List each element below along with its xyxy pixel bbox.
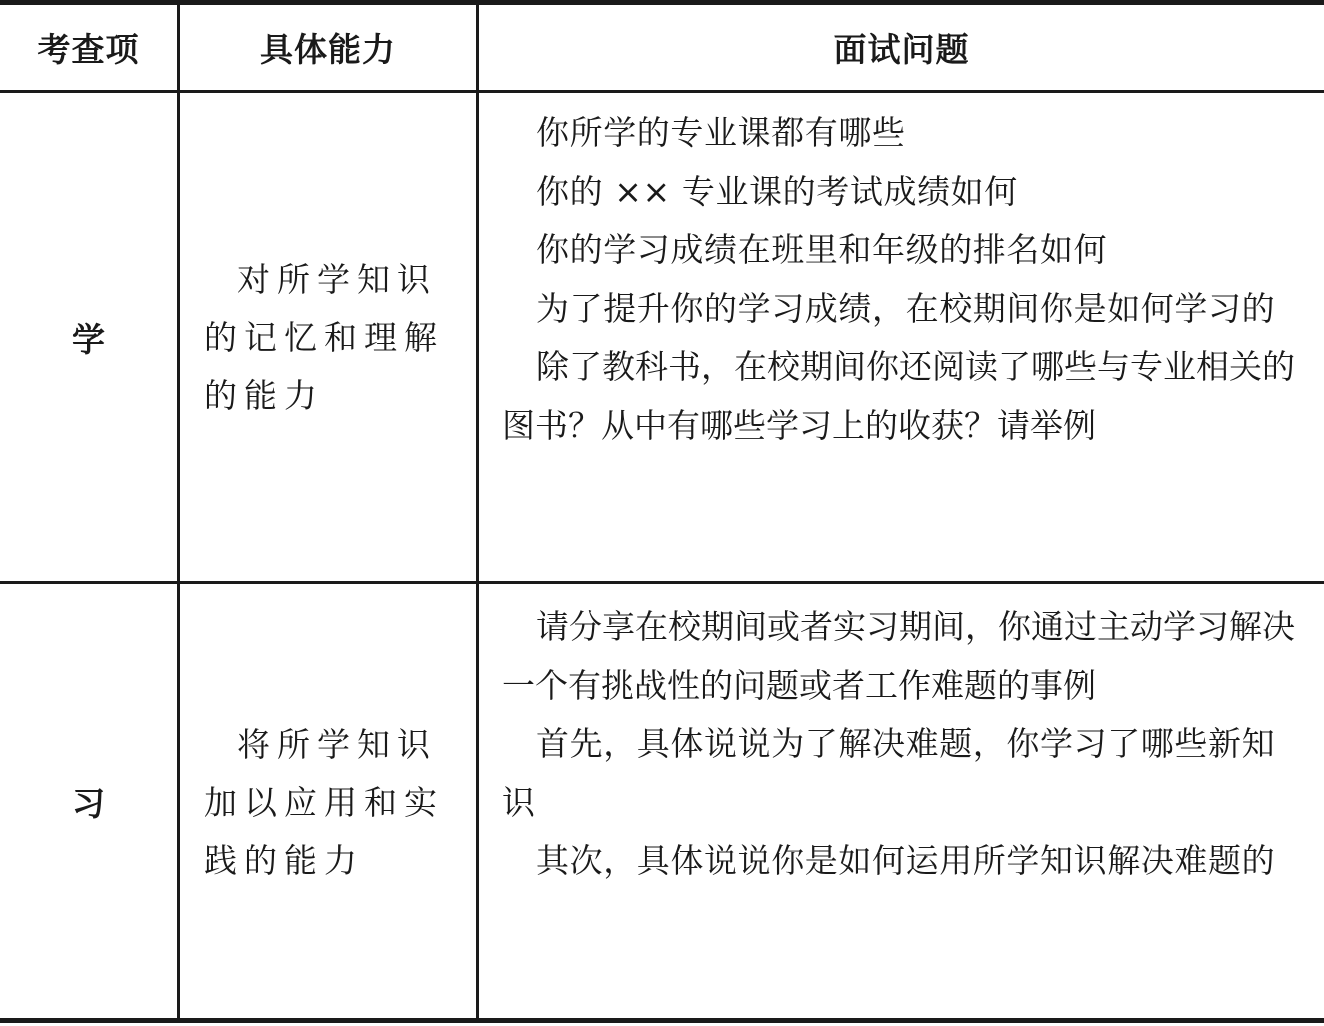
header-ability: 具体能力 [260,30,396,69]
row-1-questions [502,104,1302,455]
question-2-2: 首先，具体说说为了解决难题，你学习了哪些新知识 [502,724,1276,822]
row-1-item: 学 [72,319,105,359]
question-1-3: 你的学习成绩在班里和年级的排名如何 [536,230,1108,269]
question-1-2: 你的 ×× 专业课的考试成绩如何 [536,171,1018,211]
row-2-questions [502,598,1302,891]
column-divider-2 [476,5,479,1018]
row-2-ability: 将所学知识加以应用和实践的能力 [204,725,444,880]
question-1-1: 你所学的专业课都有哪些 [536,113,906,152]
row-divider [0,581,1324,584]
header-divider [0,90,1324,93]
question-2-3: 其次，具体说说你是如何运用所学知识解决难题的 [536,841,1276,880]
question-2-1: 请分享在校期间或者实习期间，你通过主动学习解决一个有挑战性的问题或者工作难题的事例 [502,607,1295,705]
row-1-ability: 对所学知识的记忆和理解的能力 [204,260,444,415]
header-item: 考查项 [37,30,140,69]
table-bottom-rule [0,1018,1324,1023]
header-questions: 面试问题 [833,30,970,69]
question-1-4: 为了提升你的学习成绩，在校期间你是如何学习的 [536,288,1276,328]
question-1-5: 除了教科书，在校期间你还阅读了哪些与专业相关的图书？从中有哪些学习上的收获？请举例 [502,347,1295,445]
row-2-item: 习 [72,783,105,823]
column-divider-1 [177,5,180,1018]
